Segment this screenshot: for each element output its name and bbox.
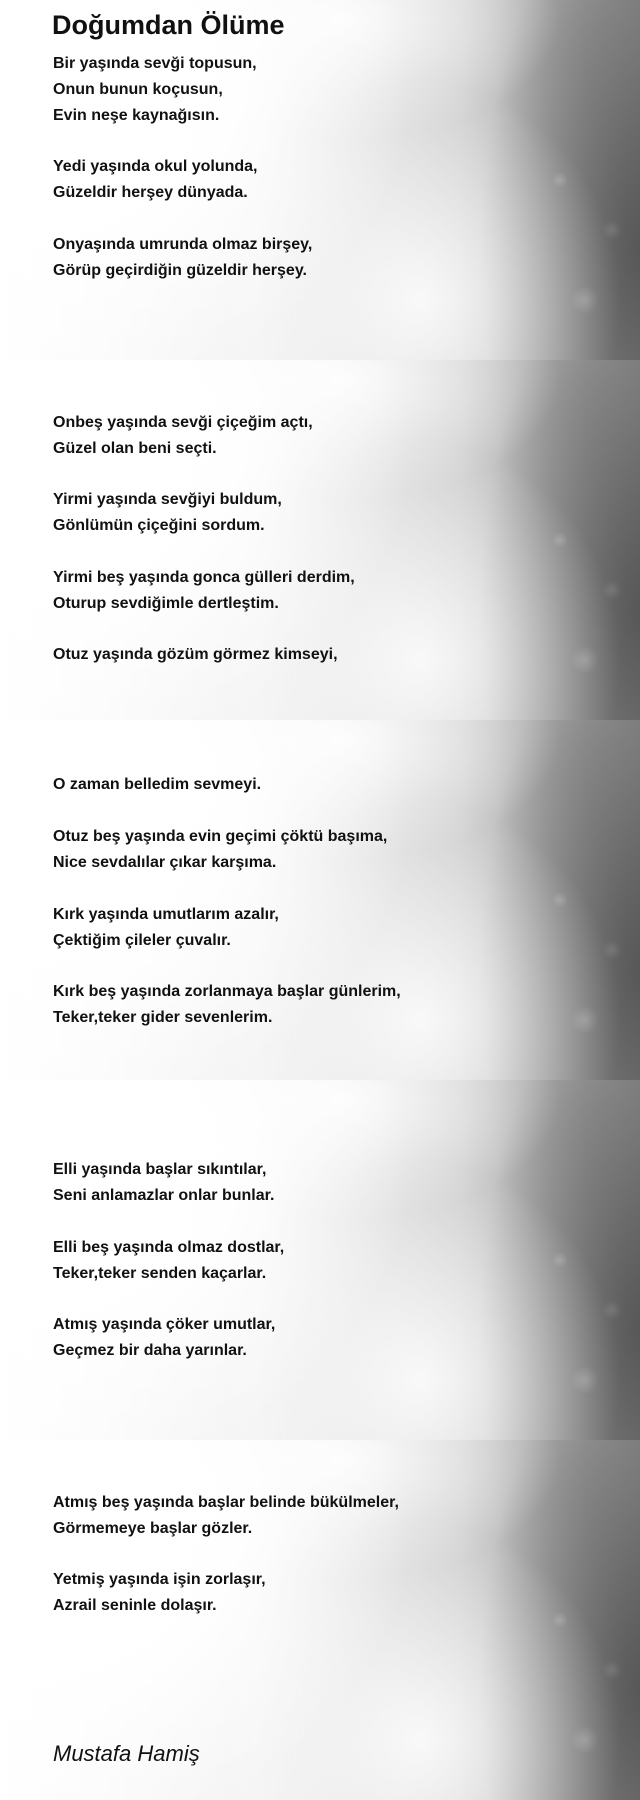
poem-line: Otuz yaşında gözüm görmez kimseyi, [53, 646, 338, 663]
poem-line: Nice sevdalılar çıkar karşıma. [53, 854, 277, 871]
stanza [53, 1567, 266, 1619]
poem-panel-2 [0, 360, 640, 720]
poem-line: Yirmi yaşında sevğiyi buldum, [53, 491, 282, 508]
stanza [53, 51, 257, 129]
poem-panel-1 [0, 0, 640, 360]
poem-line: Güzeldir herşey dünyada. [53, 184, 248, 201]
poem-line: Elli yaşında başlar sıkıntılar, [53, 1161, 267, 1178]
poem-line: Kırk yaşında umutlarım azalır, [53, 906, 279, 923]
stanza [53, 1312, 275, 1364]
stanza [53, 487, 282, 539]
poem-line: Oturup sevdiğimle dertleştim. [53, 595, 279, 612]
stanza [53, 1157, 274, 1209]
poem-line: Elli beş yaşında olmaz dostlar, [53, 1239, 285, 1256]
poem-line: Yedi yaşında okul yolunda, [53, 158, 258, 175]
poem-title: Doğumdan Ölüme [52, 10, 285, 40]
author-signature: Mustafa Hamiş [53, 1741, 200, 1766]
poem-line: Otuz beş yaşında evin geçimi çöktü başıma, [53, 828, 388, 845]
poem-line: Görmemeye başlar gözler. [53, 1520, 253, 1537]
stanza [53, 232, 312, 284]
poem-line: Seni anlamazlar onlar bunlar. [53, 1187, 275, 1204]
poem-panel-3 [0, 720, 640, 1080]
poem-panel-4 [0, 1080, 640, 1440]
poem-line: Yetmiş yaşında işin zorlaşır, [53, 1571, 266, 1588]
stanza [53, 772, 261, 798]
stanza [53, 979, 401, 1031]
poem-line: Onyaşında umrunda olmaz birşey, [53, 236, 313, 253]
poem-line: Teker,teker senden kaçarlar. [53, 1265, 267, 1282]
poem-line: Kırk beş yaşında zorlanmaya başlar günlerim, [53, 983, 401, 1000]
stanza [53, 824, 387, 876]
stanza [53, 642, 338, 668]
stanza [53, 1490, 399, 1542]
poem-line: Çektiğim çileler çuvalır. [53, 932, 231, 949]
poem-line: Onbeş yaşında sevği çiçeğim açtı, [53, 414, 313, 431]
poem-panel-5 [0, 1440, 640, 1800]
poem-line: Teker,teker gider sevenlerim. [53, 1009, 273, 1026]
poem-line: Geçmez bir daha yarınlar. [53, 1342, 247, 1359]
poem-line: Azrail seninle dolaşır. [53, 1597, 217, 1614]
poem-line: Yirmi beş yaşında gonca gülleri derdim, [53, 569, 355, 586]
stanza [53, 565, 355, 617]
stanza [53, 1235, 284, 1287]
poem-line: Onun bunun koçusun, [53, 81, 223, 98]
poem-line: Gönlümün çiçeğini sordum. [53, 517, 265, 534]
stanza [53, 410, 313, 462]
poem-line: Bir yaşında sevği topusun, [53, 55, 257, 72]
poem-line: Atmış yaşında çöker umutlar, [53, 1316, 276, 1333]
poem-line: Evin neşe kaynağısın. [53, 107, 220, 124]
poem-line: Görüp geçirdiğin güzeldir herşey. [53, 262, 307, 279]
stanza [53, 902, 279, 954]
poem-line: Atmış beş yaşında başlar belinde bükülmeler, [53, 1494, 399, 1511]
stanza [53, 154, 258, 206]
poem-line: Güzel olan beni seçti. [53, 440, 217, 457]
poem-line: O zaman belledim sevmeyi. [53, 776, 262, 793]
